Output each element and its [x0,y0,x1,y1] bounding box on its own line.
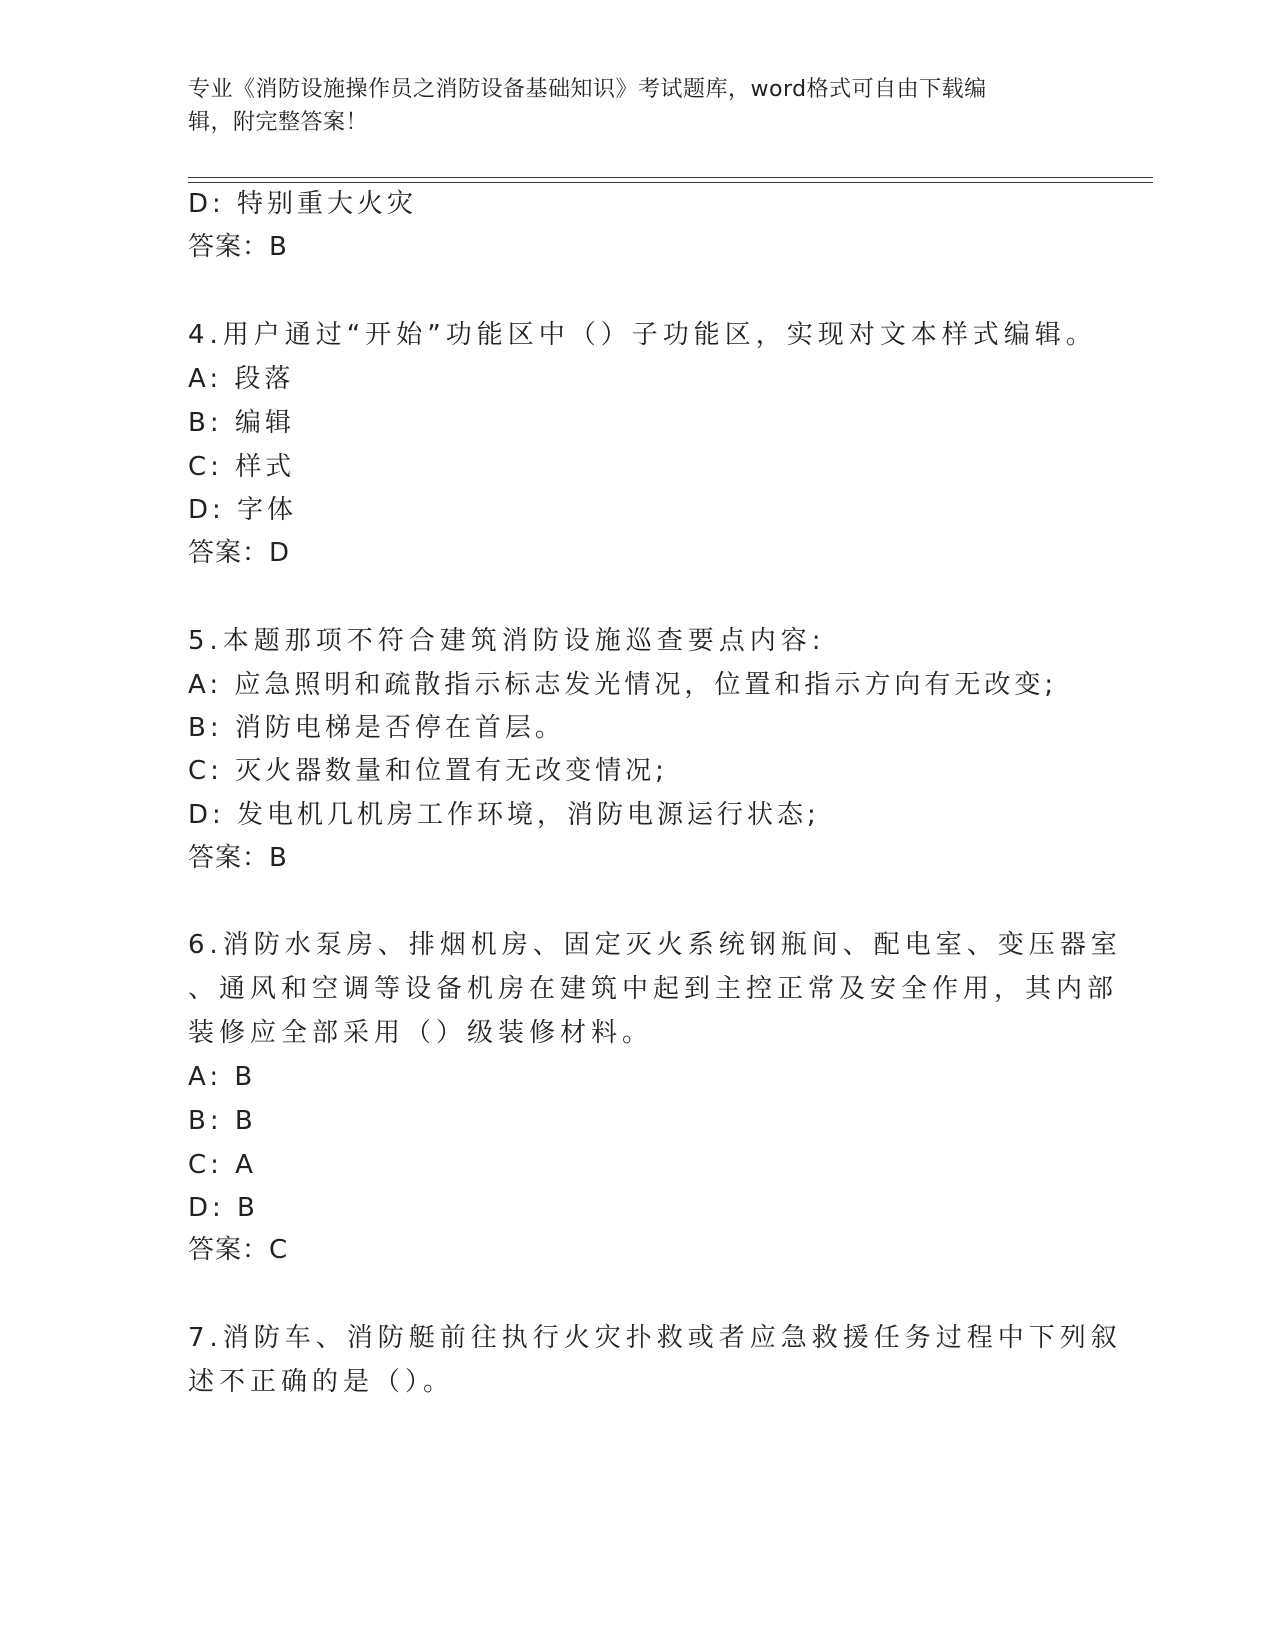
q6-question-line-2: 、通风和空调等设备机房在建筑中起到主控正常及安全作用，其内部 [188,974,1119,1004]
q6-question-line-1: 6.消防水泵房、排烟机房、固定灭火系统钢瓶间、配电室、变压器室 [188,930,1122,960]
q6-answer: 答案：C [188,1235,289,1265]
q4-question: 4.用户通过“开始”功能区中（）子功能区，实现对文本样式编辑。 [188,320,1097,350]
q7-question-line-2: 述不正确的是（）。 [188,1367,455,1397]
q6-option-a: A: B [188,1062,257,1092]
q6-option-d: D: B [188,1193,259,1223]
document-header [188,73,1068,139]
q3-option-d: D: 特别重大火灾 [188,189,418,219]
q5-option-d: D: 发电机几机房工作环境，消防电源运行状态; [188,800,820,830]
q5-question: 5.本题那项不符合建筑消防设施巡查要点内容: [188,626,826,656]
header-line-2: 辑，附完整答案！ [188,110,369,135]
q5-option-a: A: 应急照明和疏散指示标志发光情况，位置和指示方向有无改变; [188,670,1058,700]
q6-option-c: C: A [188,1150,257,1180]
q4-option-c: C: 样式 [188,452,296,482]
q5-answer: 答案：B [188,843,288,873]
header-divider-bottom [188,182,1153,183]
q4-option-a: A: 段落 [188,364,295,394]
header-divider-top [188,177,1153,178]
q4-option-d: D: 字体 [188,495,298,525]
q6-question-line-3: 装修应全部采用（）级装修材料。 [188,1018,654,1048]
q5-option-b: B: 消防电梯是否停在首层。 [188,713,565,743]
q5-option-c: C: 灭火器数量和位置有无改变情况; [188,756,668,786]
q4-answer: 答案：D [188,538,291,568]
q7-question-line-1: 7.消防车、消防艇前往执行火灾扑救或者应急救援任务过程中下列叙 [188,1323,1122,1353]
q3-answer: 答案：B [188,232,288,262]
q4-option-b: B: 编辑 [188,408,295,438]
q6-option-b: B: B [188,1106,257,1136]
header-line-1: 专业《消防设施操作员之消防设备基础知识》考试题库，word格式可自由下载编 [188,77,987,102]
